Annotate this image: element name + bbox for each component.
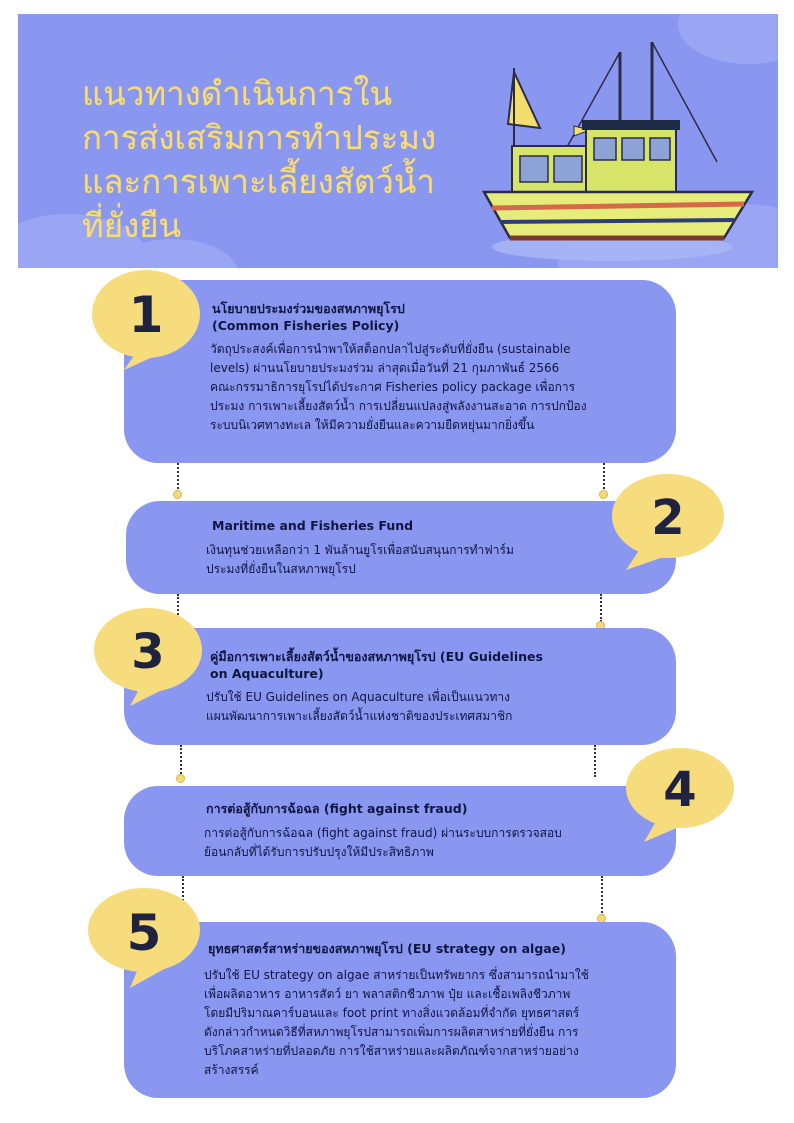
step-number-bubble-1 (86, 266, 216, 376)
connector-line (601, 876, 605, 916)
step-body: ปรับใช้ EU Guidelines on Aquaculture เพื่อเป็นแนวทาง แผนพัฒนาการเพาะเลี้ยงสัตว์น้ำแห่งชาติของประเทศสมาชิก (206, 690, 513, 723)
title-line: แนวทางดำเนินการใน (82, 74, 393, 113)
connector-line (177, 463, 181, 493)
step-heading: การต่อสู้กับการฉ้อฉล (fight against fraud) (206, 801, 468, 816)
step-body: ปรับใช้ EU strategy on algae สาหร่ายเป็นทรัพยากร ซึ่งสามารถนำมาใช้ เพื่อผลิตอาหาร อาหารสัตว์ ยา พลาสติกชีวภาพ ปุ๋ย และเชื้อเพลิงชีวภาพ โดยมีปริมาณคาร์บอนและ foot print ทางสิ่งแวดล้อมที่จำกัด ยุทธศาสตร์ ดังกล่าวกำหนดวิธีที่สหภาพยุโรปสามารถเพิ่มการผลิตสาหร่ายที่ยั่งยืน การ บริโภคสาหร่ายที่ปลอดภัย การใช้สาหร่ายและผลิตภัณฑ์จากสาหร่ายอย่าง สร้างสรรค์ (204, 968, 589, 1077)
connector-line (180, 745, 184, 777)
step-number: 4 (663, 762, 697, 818)
step-number: 5 (126, 904, 162, 962)
connector-line (594, 745, 598, 777)
step-card-2 (126, 501, 676, 594)
title-line: ที่ยั่งยืน (82, 206, 182, 245)
step-number: 3 (131, 624, 165, 680)
step-heading: ยุทธศาสตร์สาหร่ายของสหภาพยุโรป (EU strategy on algae) (208, 941, 566, 956)
connector-dot (176, 774, 185, 783)
connector-dot (173, 490, 182, 499)
step-number-bubble-4 (616, 744, 746, 854)
step-number-bubble-3 (86, 604, 216, 714)
step-card-4 (124, 786, 676, 876)
title-line: การส่งเสริมการทำประมง (82, 118, 437, 157)
step-body: วัตถุประสงค์เพื่อการนำพาให้สต็อกปลาไปสู่ระดับที่ยั่งยืน (sustainable levels) ผ่านนโยบายประมงร่วม ล่าสุดเมื่อวันที่ 21 กุมภาพันธ์ 2566 คณะกรรมาธิการยุโรปได้ประกาศ Fisheries policy package เพื่อการ ประมง การเพาะเลี้ยงสัตว์น้ำ การเปลี่ยนแปลงสู่พลังงานสะอาด การปกป้อง ระบบนิเวศทางทะเล ให้มีความยั่งยืนและความยืดหยุ่นมากยิ่งขึ้น (210, 342, 587, 432)
step-number-bubble-2 (602, 470, 732, 580)
step-body: การต่อสู้กับการฉ้อฉล (fight against fraud) ผ่านระบบการตรวจสอบ ย้อนกลับที่ได้รับการปรับปรุงให้มีประสิทธิภาพ (204, 826, 562, 859)
step-heading: Maritime and Fisheries Fund (212, 518, 414, 533)
step-heading: คู่มือการเพาะเลี้ยงสัตว์น้ำของสหภาพยุโรป (EU Guidelines on Aquaculture) (210, 649, 543, 681)
step-number-bubble-5 (80, 884, 210, 994)
title-line: และการเพาะเลี้ยงสัตว์น้ำ (82, 162, 435, 201)
step-number: 1 (128, 286, 164, 344)
fishing-boat-illustration (462, 42, 782, 272)
step-number: 2 (651, 490, 685, 546)
step-heading: นโยบายประมงร่วมของสหภาพยุโรป (Common Fisheries Policy) (212, 301, 405, 333)
step-body: เงินทุนช่วยเหลือกว่า 1 พันล้านยูโรเพื่อสนับสนุนการทำฟาร์ม ประมงที่ยั่งยืนในสหภาพยุโรป (206, 543, 514, 576)
page-title (82, 72, 502, 248)
connector-line (600, 594, 604, 622)
